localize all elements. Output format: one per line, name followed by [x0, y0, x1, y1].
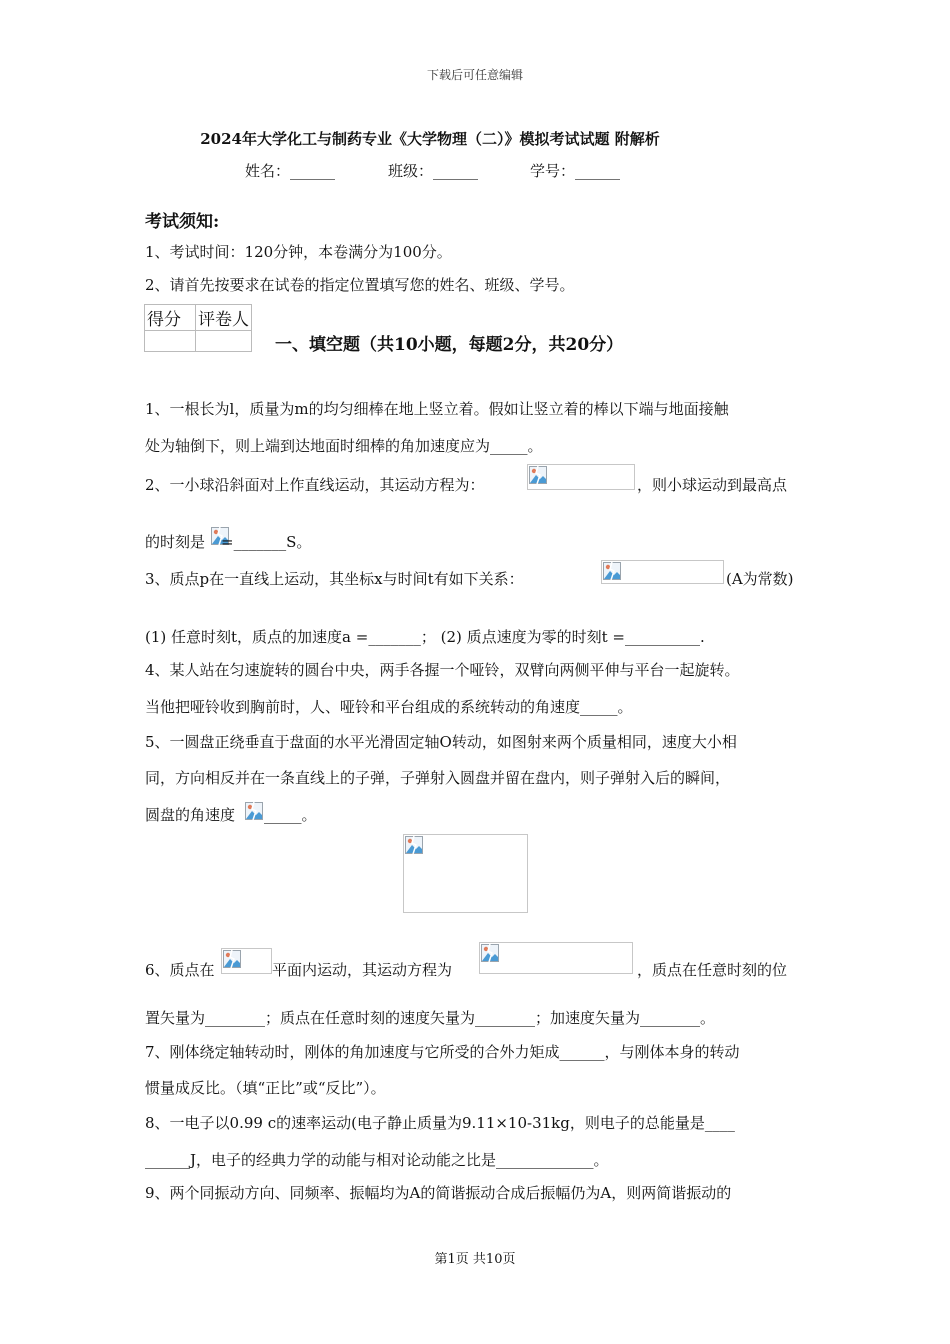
page-footer: 第1页 共10页 — [434, 1252, 516, 1267]
broken-image-icon — [245, 802, 263, 820]
broken-image-icon — [529, 466, 547, 484]
question-7-line: 惯量成反比。（填“正比”或“反比”）。 — [145, 1079, 386, 1097]
question-6-text: 6、质点在 — [145, 961, 215, 979]
question-2-text: 2、一小球沿斜面对上作直线运动，其运动方程为： — [145, 476, 485, 494]
notice-item: 2、请首先按要求在试卷的指定位置填写您的姓名、班级、学号。 — [145, 276, 575, 294]
question-4-line: 4、某人站在匀速旋转的圆台中央，两手各握一个哑铃，双臂向两侧平伸与平台一起旋转。 — [145, 661, 740, 679]
notice-title: 考试须知: — [145, 212, 220, 232]
section-title: 一、填空题（共10小题，每题2分，共20分） — [275, 335, 624, 355]
page-header: 下载后可任意编辑 — [426, 68, 523, 82]
score-cell — [145, 331, 196, 352]
question-4-line: 当他把哑铃收到胸前时，人、哑铃和平台组成的系统转动的角速度_____。 — [145, 698, 633, 716]
question-2-text: ，则小球运动到最高点 — [637, 476, 788, 494]
equation-image — [479, 942, 633, 974]
grader-cell — [196, 331, 252, 352]
question-2-text: 的时刻是 — [145, 533, 206, 551]
question-9-line: 9、两个同振动方向、同频率、振幅均为A的简谐振动合成后振幅仍为A，则两简谐振动的 — [145, 1184, 732, 1202]
question-1-line: 处为轴倒下，则上端到达地面时细棒的角加速度应为_____。 — [145, 437, 543, 455]
question-5-line: 圆盘的角速度 — [145, 806, 236, 824]
class-field: 班级：______ — [388, 162, 479, 180]
equation-image — [244, 801, 263, 820]
question-8-line: 8、一电子以0.99 c的速率运动(电子静止质量为9.11×10-31kg，则电子的总能量是____ — [145, 1114, 735, 1132]
broken-image-icon — [223, 950, 241, 968]
question-5-line: 同，方向相反并在一条直线上的子弹，子弹射入圆盘并留在盘内，则子弹射入后的瞬间， — [145, 769, 731, 787]
question-7-line: 7、刚体绕定轴转动时，刚体的角加速度与它所受的合外力矩成______，与刚体本身的转动 — [145, 1043, 740, 1061]
broken-image-icon — [603, 562, 621, 580]
exam-title: 2024年大学化工与制药专业《大学物理（二）》模拟考试试题 附解析 — [200, 130, 660, 148]
question-5-line: 5、一圆盘正绕垂直于盘面的水平光滑固定轴O转动，如图射来两个质量相同，速度大小相 — [145, 733, 737, 751]
broken-image-icon — [405, 836, 423, 854]
question-3-text: (A为常数) — [726, 570, 794, 588]
equation-image — [221, 948, 272, 974]
question-5-line: _____。 — [264, 806, 317, 824]
question-8-line: ______J，电子的经典力学的动能与相对论动能之比是_____________。 — [145, 1151, 609, 1169]
broken-image-icon — [481, 944, 499, 962]
name-field: 姓名：______ — [245, 162, 336, 180]
equation-image — [210, 526, 220, 546]
equation-image — [601, 560, 724, 584]
score-label: 得分 — [145, 305, 196, 331]
question-6-text: 置矢量为________；质点在任意时刻的速度矢量为________；加速度矢量为________。 — [145, 1009, 716, 1027]
question-3-subparts: (1) 任意时刻t，质点的加速度a =_______； (2) 质点速度为零的时刻t =__________. — [145, 628, 705, 646]
question-1-line: 1、一根长为l，质量为m的均匀细棒在地上竖立着。假如让竖立着的棒以下端与地面接触 — [145, 400, 729, 418]
figure-image — [403, 834, 528, 913]
question-2-text: =_______S。 — [221, 533, 312, 551]
question-3-text: 3、质点p在一直线上运动，其坐标x与时间t有如下关系： — [145, 570, 524, 588]
equation-image — [527, 464, 635, 490]
student-id-field: 学号：______ — [530, 162, 621, 180]
question-6-text: ，质点在任意时刻的位 — [637, 961, 788, 979]
grader-label: 评卷人 — [196, 305, 252, 331]
question-6-text: 平面内运动，其运动方程为 — [272, 961, 453, 979]
score-table — [144, 304, 252, 352]
notice-item: 1、考试时间：120分钟，本卷满分为100分。 — [145, 243, 452, 261]
